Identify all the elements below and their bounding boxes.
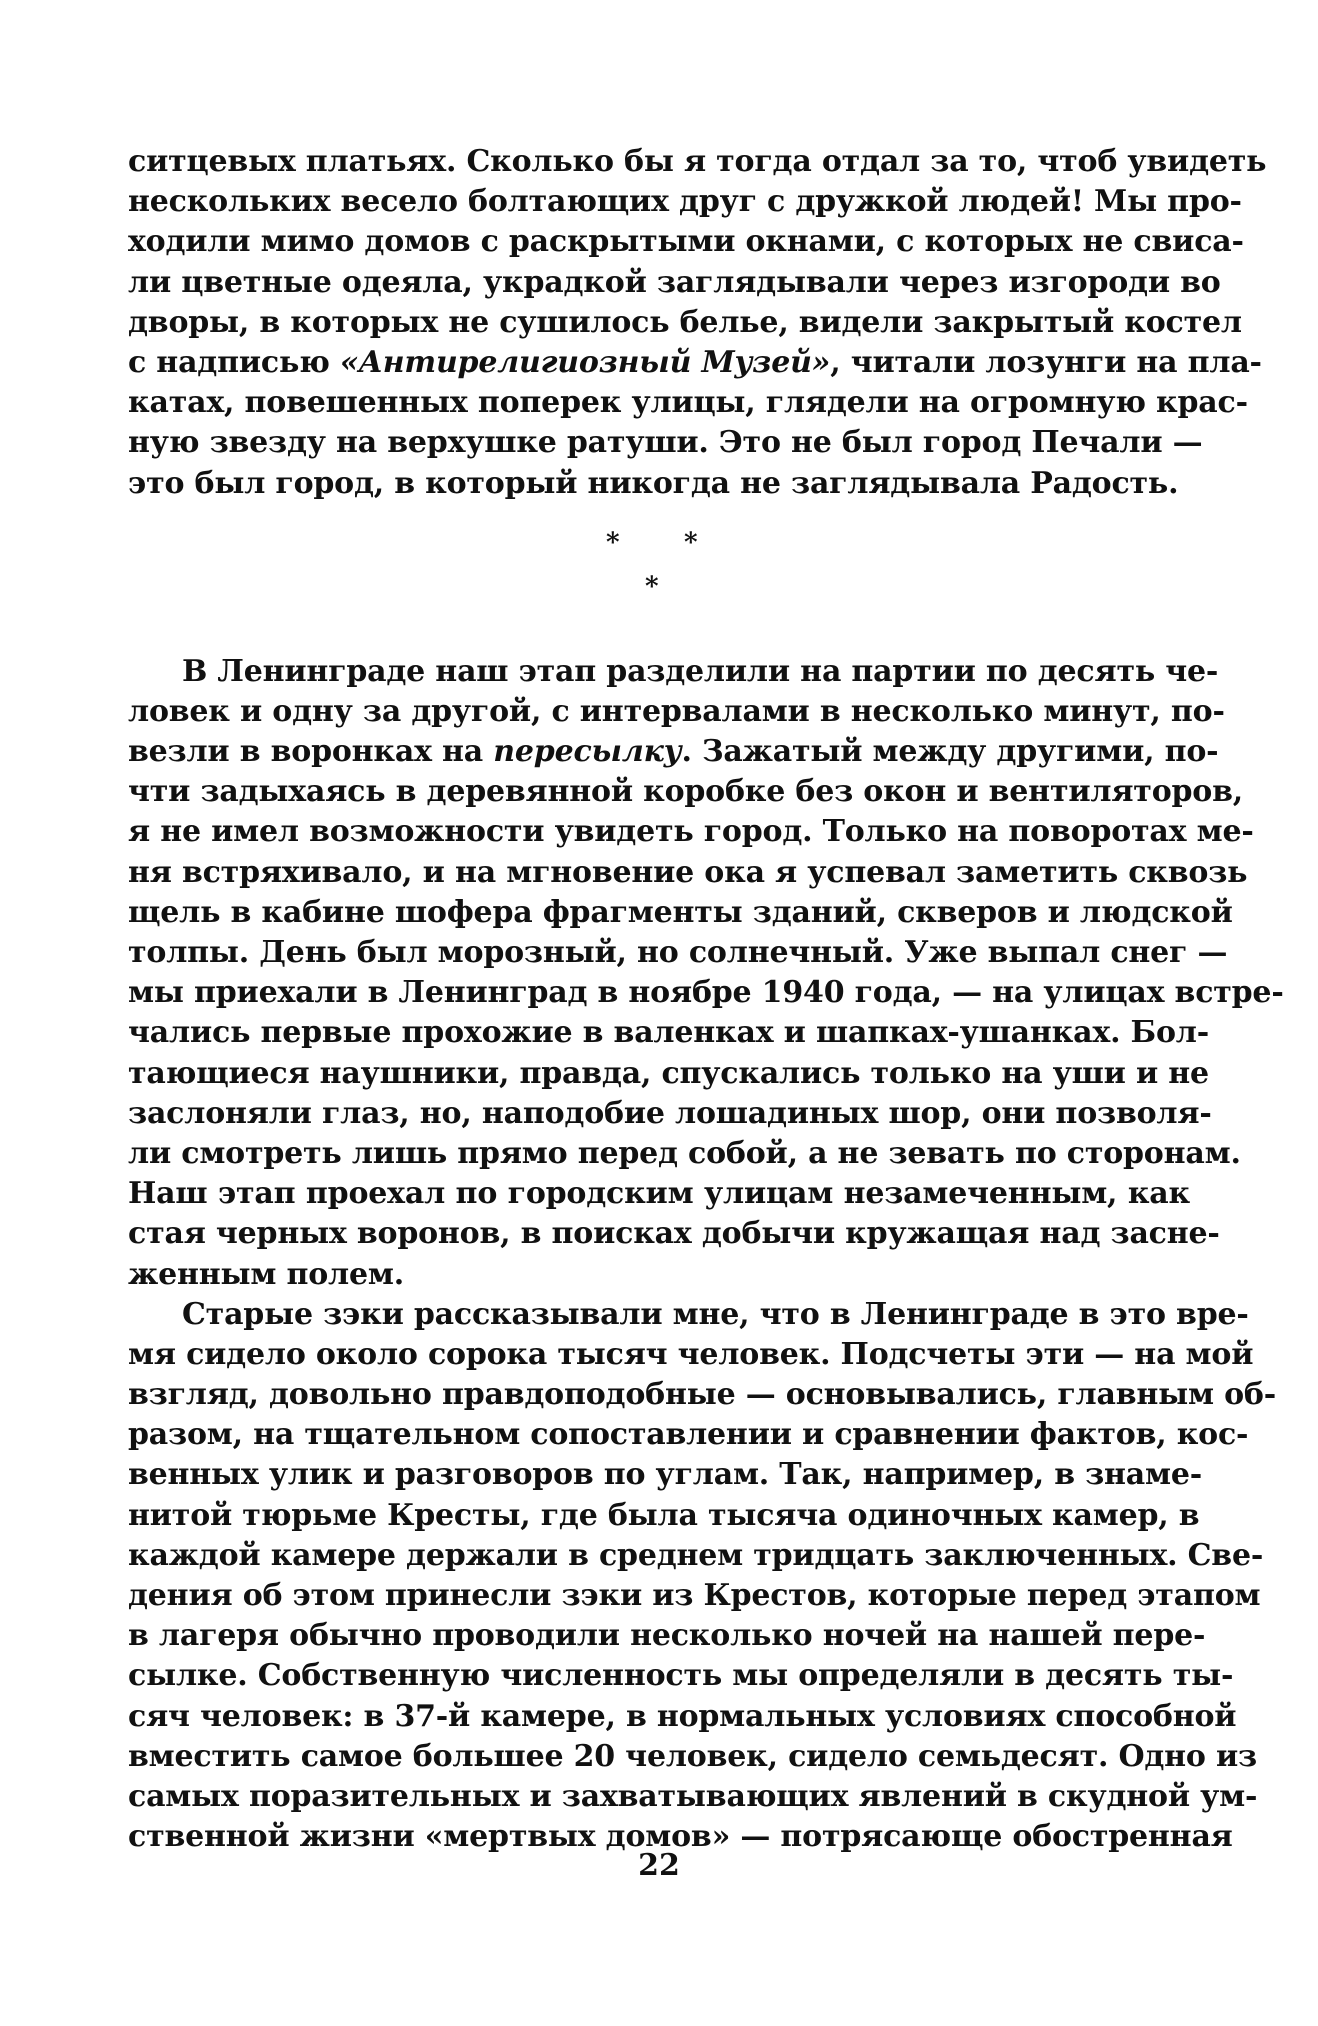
page-number: 22 xyxy=(638,1848,680,1883)
text-line: дения об этом принесли зэки из Крестов, которые перед этапом xyxy=(128,1578,1261,1613)
book-page xyxy=(128,142,1284,1857)
text-line: В Ленинграде наш этап разделили на партии по десять че- xyxy=(182,653,1219,689)
text-line: щель в кабине шофера фрагменты зданий, скверов и людской xyxy=(128,894,1233,930)
text-line: ли цветные одеяла, украдкой заглядывали через изгороди во xyxy=(128,264,1221,300)
text-segment: везли в воронках на xyxy=(128,734,494,770)
text-line: каждой камере держали в среднем тридцать заключенных. Све- xyxy=(128,1537,1264,1573)
paragraph-2 xyxy=(128,652,1284,1295)
italic-title: «Антирелигиозный Музей» xyxy=(339,344,831,380)
text-line: венных улик и разговоров по углам. Так, например, в знаме- xyxy=(128,1457,1203,1493)
text-line: в лагеря обычно проводили несколько ночей на нашей пере- xyxy=(128,1618,1206,1654)
italic-term: пересылку xyxy=(493,734,682,770)
paragraph-3 xyxy=(128,1295,1276,1858)
text-line: самых поразительных и захватывающих явлений в скудной ум- xyxy=(128,1778,1258,1814)
text-line: чти задыхаясь в деревянной коробке без окон и вентиляторов, xyxy=(128,774,1243,810)
text-line: вместить самое большее 20 человек, сидело семьдесят. Одно из xyxy=(128,1738,1257,1774)
text-line xyxy=(128,732,1219,772)
text-line: мя сидело около сорока тысяч человек. Подсчеты эти — на мой xyxy=(128,1336,1254,1372)
text-line: заслоняли глаз, но, наподобие лошадиных шор, они позволя- xyxy=(128,1095,1212,1131)
text-line: ственной жизни «мертвых домов» — потрясающе обостренная xyxy=(128,1819,1233,1855)
text-line: мы приехали в Ленинград в ноябре 1940 года, — на улицах встре- xyxy=(128,975,1284,1011)
text-line: ли смотреть лишь прямо перед собой, а не зевать по сторонам. xyxy=(128,1135,1241,1171)
text-line xyxy=(128,343,1262,383)
text-segment: , читали лозунги на пла- xyxy=(830,344,1262,380)
text-line: ситцевых платьях. Сколько бы я тогда отдал за то, чтоб увидеть xyxy=(128,144,1267,179)
asterisk: * xyxy=(606,527,620,558)
text-line: это был город, в который никогда не заглядывала Радость. xyxy=(128,465,1179,501)
text-line: ловек и одну за другой, с интервалами в несколько минут, по- xyxy=(128,693,1225,729)
text-line: Старые зэки рассказывали мне, что в Ленинграде в это вре- xyxy=(182,1296,1249,1332)
text-line: нитой тюрьме Кресты, где была тысяча одиночных камер, в xyxy=(128,1497,1200,1533)
text-line: ходили мимо домов с раскрытыми окнами, с которых не свиса- xyxy=(128,224,1244,260)
text-line: катах, повешенных поперек улицы, глядели на огромную крас- xyxy=(128,385,1248,421)
section-break-asterism xyxy=(128,524,1190,652)
text-line: толпы. День был морозный, но солнечный. Уже выпал снег — xyxy=(128,935,1228,970)
asterisk: * xyxy=(684,527,698,558)
text-line: взгляд, довольно правдоподобные — основывались, главным об- xyxy=(128,1377,1276,1413)
paragraph-1 xyxy=(128,142,1267,504)
text-line: стая черных воронов, в поисках добычи кружащая над заснe- xyxy=(128,1216,1220,1252)
text-segment: . Зажатый между другими, по- xyxy=(681,734,1219,770)
text-line: дворы, в которых не сушилось белье, видели закрытый костел xyxy=(128,304,1242,340)
text-line: ную звезду на верхушке ратуши. Это не был город Печали — xyxy=(128,425,1203,461)
text-line: Наш этап проехал по городским улицам незамеченным, как xyxy=(128,1176,1190,1212)
text-line: нескольких весело болтающих друг с дружкой людей! Мы про- xyxy=(128,184,1242,220)
text-segment: с надписью xyxy=(128,344,340,380)
text-line: ня встряхивало, и на мгновение ока я успевал заметить сквозь xyxy=(128,854,1248,890)
text-line: сылке. Собственную численность мы определяли в десять ты- xyxy=(128,1658,1234,1694)
asterisk: * xyxy=(645,571,659,602)
text-line: сяч человек: в 37-й камере, в нормальных условиях способной xyxy=(128,1698,1237,1734)
text-line: чались первые прохожие в валенках и шапках-ушанках. Бол- xyxy=(128,1015,1210,1051)
text-line: я не имел возможности увидеть город. Только на поворотах ме- xyxy=(128,814,1254,850)
text-line: тающиеся наушники, правда, спускались только на уши и не xyxy=(128,1055,1209,1091)
text-line: женным полем. xyxy=(128,1256,404,1292)
text-line: разом, на тщательном сопоставлении и сравнении фактов, кос- xyxy=(128,1417,1249,1453)
